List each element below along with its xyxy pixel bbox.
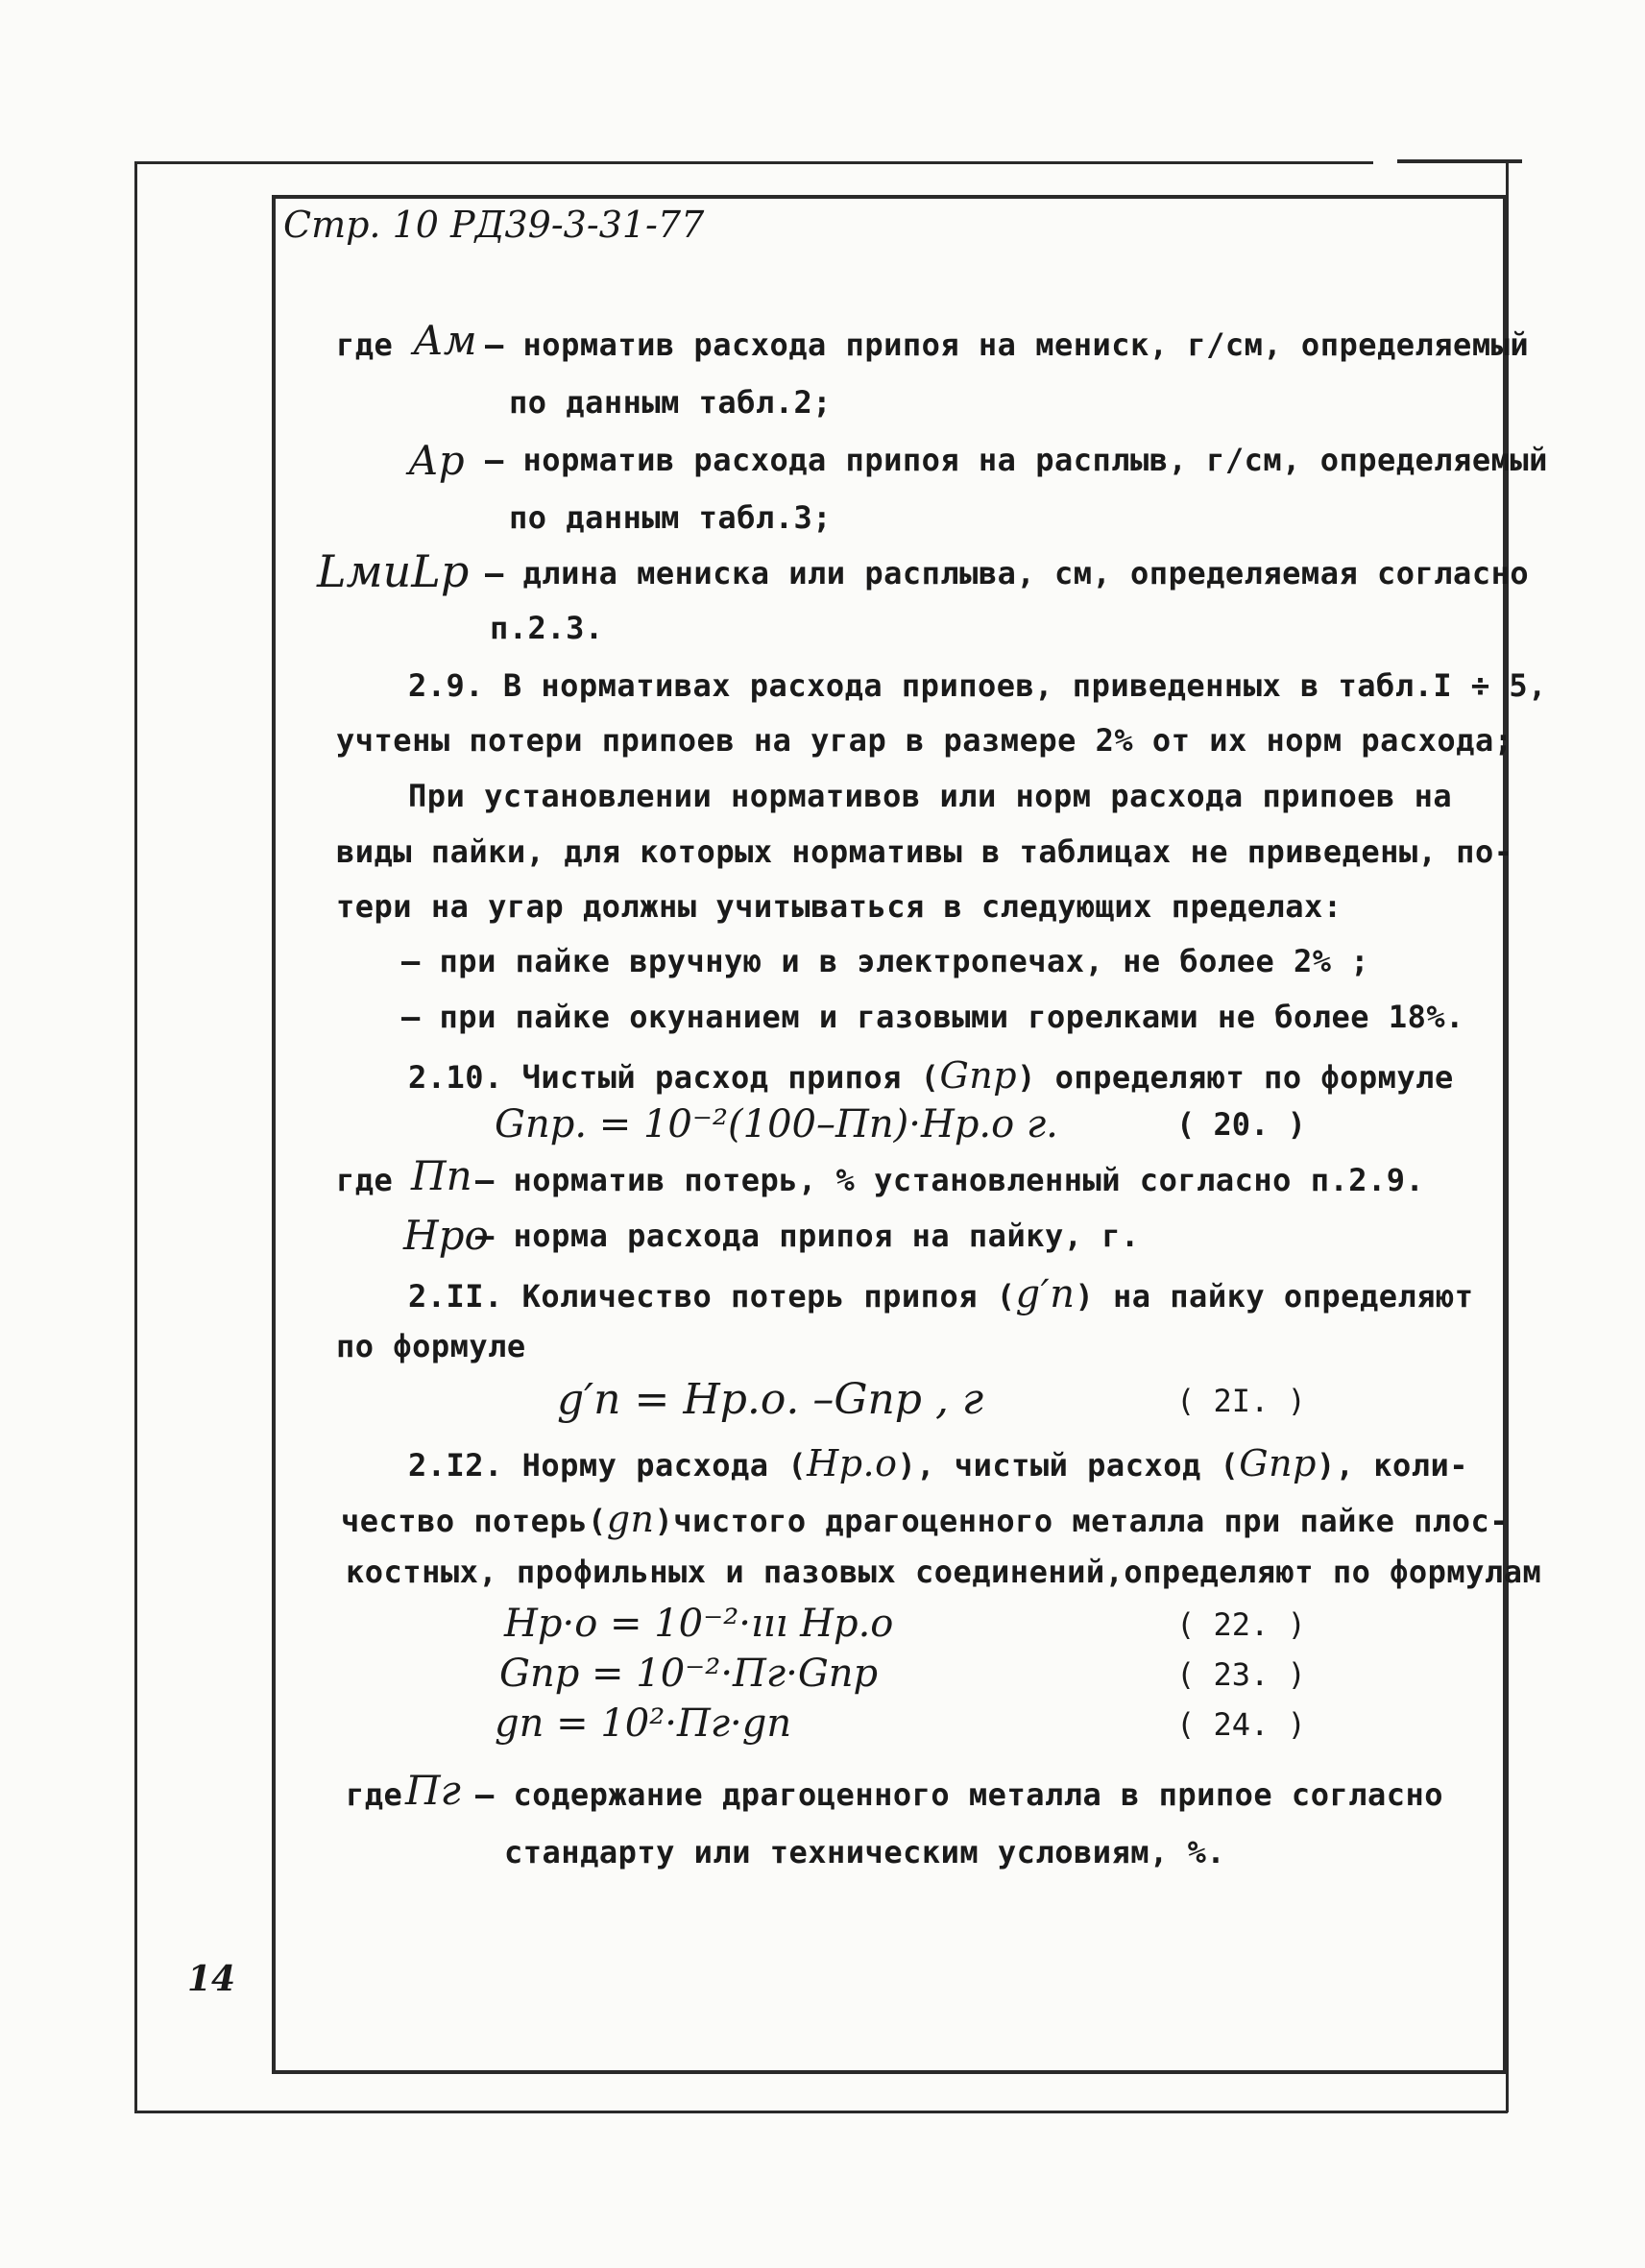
formula-23: Gпр = 10⁻²·Пг·Gпр — [499, 1652, 879, 1696]
p212-line1: 2.I2. Норму расхода (Нр.о), чистый расход (Gпр), коли- — [408, 1442, 1469, 1484]
definition-pp: – норматив потерь, % установленный согласно п.2.9. — [475, 1162, 1425, 1198]
document-code: Стр. 10 РД39-3-31-77 — [283, 204, 705, 246]
definition-am-line2: по данным табл.2; — [509, 384, 833, 421]
symbol-lm-lp: LмиLр — [317, 545, 470, 597]
definition-am-line1: – норматив расхода припоя на мениск, г/см, определяемый — [485, 326, 1530, 363]
inner-bottom-border — [272, 2070, 1507, 2074]
symbol-gpr: Gпр — [939, 1054, 1018, 1097]
outer-top-right-border — [1397, 159, 1522, 163]
symbol-pg: Пг — [405, 1767, 461, 1814]
definition-pg-line1: – содержание драгоценного металла в припое согласно — [475, 1776, 1444, 1813]
formula-24: gп = 10²·Пг·gп — [495, 1701, 792, 1746]
symbol-am: Ам — [413, 317, 477, 364]
p211-line1: 2.II. Количество потерь припоя (g′п) на пайку определяют — [408, 1272, 1474, 1316]
outer-top-border — [134, 161, 1373, 164]
symbol-nro-2: Нр.о — [807, 1442, 898, 1484]
equation-number-22: ( 22. ) — [1176, 1606, 1306, 1643]
equation-number-21: ( 2I. ) — [1176, 1383, 1306, 1419]
outer-bottom-border — [134, 2111, 1508, 2113]
symbol-gp: gп — [606, 1498, 655, 1540]
p29-line4: виды пайки, для которых нормативы в таблицах не приведены, по- — [336, 833, 1513, 870]
equation-number-20: ( 20. ) — [1176, 1106, 1306, 1143]
p29-item2: – при пайке окунанием и газовыми горелками не более 18%. — [401, 999, 1464, 1035]
p212-line2: чество потерь(gп)чистого драгоценного металла при пайке плос- — [341, 1498, 1509, 1540]
p29-line1: 2.9. В нормативах расхода припоев, приведенных в табл.I ÷ 5, — [408, 667, 1547, 704]
where-label: где — [336, 326, 394, 363]
formula-21: g′п = Нр.о. –Gпр , г — [557, 1375, 984, 1424]
p29-line3: При установлении нормативов или норм расхода припоев на — [408, 778, 1453, 814]
symbol-nro: Нро — [403, 1212, 489, 1259]
p210-line1: 2.10. Чистый расход припоя (Gпр) определяют по формуле — [408, 1054, 1454, 1097]
equation-number-23: ( 23. ) — [1176, 1656, 1306, 1693]
formula-22: Нр·о = 10⁻²·ııı Нр.о — [504, 1602, 894, 1646]
symbol-ap: Ар — [408, 437, 465, 484]
equation-number-24: ( 24. ) — [1176, 1706, 1306, 1743]
definition-pg-line2: стандарту или техническим условиям, %. — [504, 1834, 1226, 1870]
where-label-3: где — [346, 1776, 403, 1813]
p29-line2: учтены потери припоев на угар в размере 2% от их норм расхода; — [336, 722, 1513, 759]
symbol-pp: Пп — [411, 1152, 472, 1199]
p211-line2: по формуле — [336, 1328, 526, 1364]
p212-line3: костных, профильных и пазовых соединений,определяют по формулам — [346, 1554, 1542, 1590]
page-mark: 14 — [187, 1959, 236, 1999]
p29-item1: – при пайке вручную и в электропечах, не более 2% ; — [401, 943, 1370, 979]
inner-top-border — [272, 195, 1506, 199]
p29-line5: тери на угар должны учитываться в следующих пределах: — [336, 888, 1343, 925]
outer-left-border — [134, 163, 137, 2112]
where-label-2: где — [336, 1162, 394, 1198]
symbol-gp-prime: g′п — [1015, 1272, 1076, 1316]
formula-20: Gпр. = 10⁻²(100–Пп)·Нр.о г. — [495, 1102, 1058, 1146]
symbol-gpr-2: Gпр — [1239, 1442, 1317, 1484]
definition-nro: – норма расхода припоя на пайку, г. — [475, 1218, 1140, 1254]
definition-lm-line1: – длина мениска или расплыва, см, определяемая согласно — [485, 555, 1530, 591]
definition-ap-line1: – норматив расхода припоя на расплыв, г/см, определяемый — [485, 442, 1548, 478]
definition-lm-line2: п.2.3. — [490, 610, 604, 646]
definition-ap-line2: по данным табл.3; — [509, 499, 833, 536]
inner-left-border — [272, 195, 276, 2072]
